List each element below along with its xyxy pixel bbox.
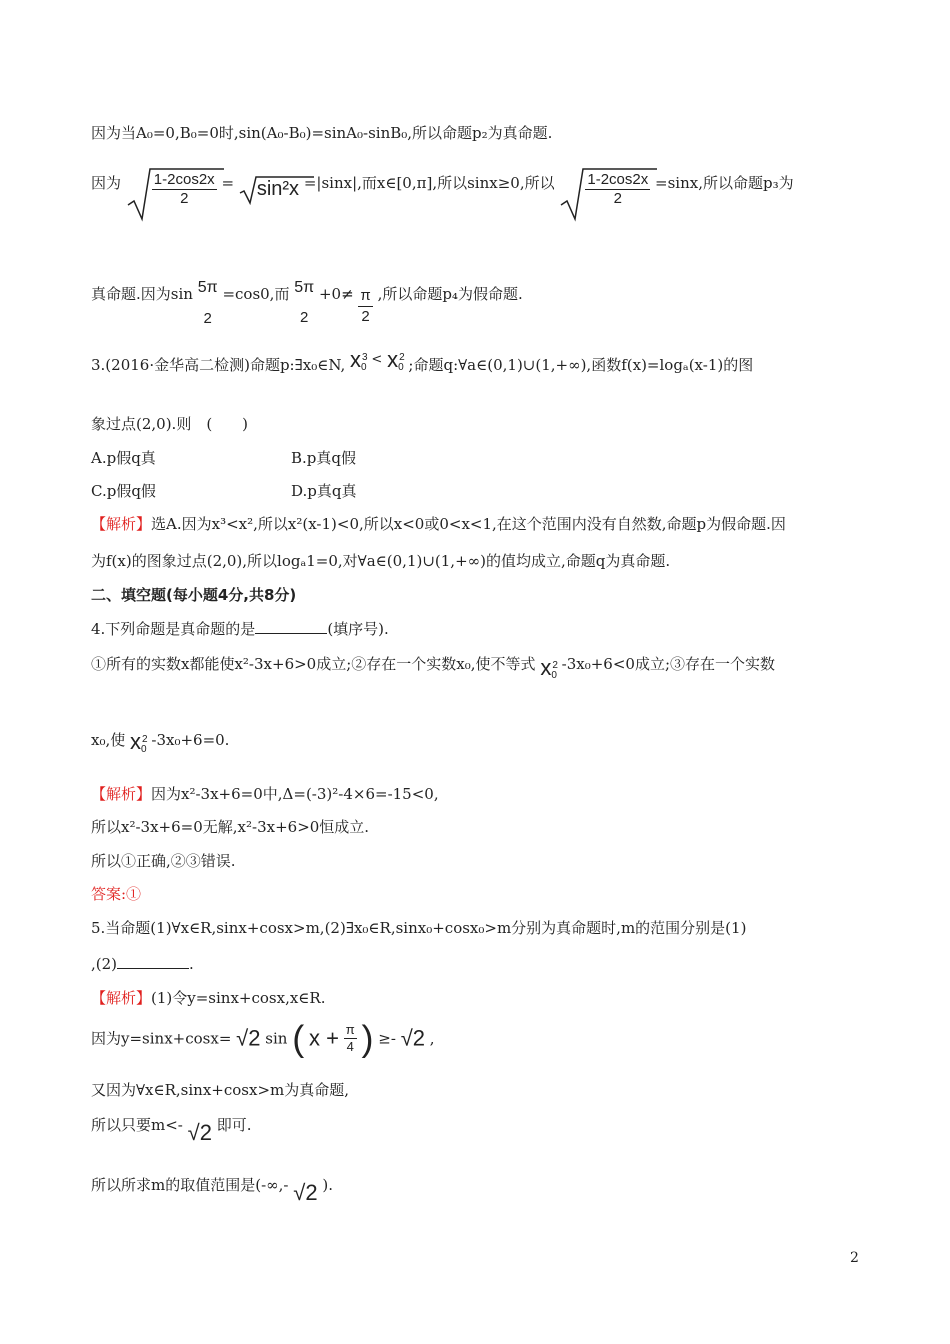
fraction-numerator: 1-2cos2x [587,171,649,188]
text-segment: x₀,使 [91,731,126,749]
superscript: 2 [552,660,558,671]
analysis-4 [91,784,439,804]
analysis-3-cont: 为f(x)的图象过点(2,0),所以logₐ1=0,对∀a∈(0,1)∪(1,+∞)的值均成立,命题q为真命题. [91,552,671,570]
option-a: A.p假q真 [91,449,156,467]
variable: x [130,729,142,754]
text-segment: ①所有的实数x都能使x²-3x+6>0成立;②存在一个实数x₀,使不等式 [91,655,536,673]
subscript: 0 [361,362,367,373]
question-3-cont: 象过点(2,0).则 ( ) [91,415,249,433]
analysis-5-line4 [91,1115,252,1151]
question-5: 5.当命题(1)∀x∈R,sinx+cosx>m,(2)∃x₀∈R,sinx₀+cosx₀>m分别为真命题时,m的范围分别是(1) [91,919,747,937]
analysis-5-line2 [91,1017,435,1068]
variable: x [387,347,399,372]
analysis-4-line2: 所以x²-3x+6=0无解,x²-3x+6>0恒成立. [91,818,370,836]
fraction-numerator: π [358,286,372,307]
superscript: 2 [399,352,405,363]
fraction-denominator: 2 [203,310,212,327]
text-segment: -3x₀+6=0. [151,731,230,749]
fraction-denominator: 4 [346,1039,354,1054]
question-3 [91,347,754,390]
answer-blank [255,619,327,634]
analysis-5-line3: 又因为∀x∈R,sinx+cosx>m为真命题, [91,1081,350,1099]
sqrt2: √2 [236,1025,261,1051]
left-paren: ( [292,1017,305,1059]
fraction-numerator: π [345,1022,355,1037]
text-segment: ≥- [378,1029,396,1048]
superscript: 3 [362,352,368,363]
x0-squared [387,347,405,378]
subscript: 0 [141,744,147,755]
text-segment: +0≠ [318,285,354,303]
radical-sign [126,165,226,223]
fraction-denominator: 2 [180,190,189,207]
text-segment: sin [265,1029,288,1048]
section-heading: 二、填空题(每小题4分,共8分) [91,586,297,604]
fraction-numerator: 5π [294,279,315,296]
line-1: 因为当A₀=0,B₀=0时,sin(A₀-B₀)=sinA₀-sinB₀,所以命题p₂为真命题. [91,124,553,142]
text-segment: (1)令y=sinx+cosx,x∈R. [151,989,326,1007]
text-segment: 真命题.因为sin [91,285,193,303]
question-4 [91,619,389,639]
text-segment: ). [322,1176,333,1194]
text-segment: 因为x²-3x+6=0中,Δ=(-3)²-4×6=-15<0, [151,785,439,803]
question-4-body [91,652,775,692]
fraction-5pi-2 [294,278,314,328]
line-3 [91,278,523,328]
fraction-numerator: 1-2cos2x [153,171,215,188]
radical-frac-1 [126,165,217,208]
x0-cubed [350,347,368,378]
text-segment: . [189,955,194,973]
option-b: B.p真q假 [291,449,356,467]
x-plus: x + [308,1025,339,1051]
text-segment: ,所以命题p₄为假命题. [377,285,523,303]
text-segment: 选A.因为x³<x²,所以x²(x-1)<0,所以x<0或0<x<1,在这个范围内没有自然数,命题p为假命题.因 [151,515,786,533]
option-c: C.p假q假 [91,482,156,500]
fraction-numerator: 5π [197,279,218,296]
text-segment: 所以所求m的取值范围是(-∞,- [91,1176,289,1194]
analysis-label: 【解析】 [91,515,152,533]
page-number: 2 [850,1250,859,1266]
option-d: D.p真q真 [291,482,357,500]
variable: x [540,655,552,680]
text-segment: 因为 [91,174,122,192]
radical-sin2x [239,175,299,200]
text-segment: (填序号). [327,620,389,638]
analysis-5-line5 [91,1175,333,1211]
sqrt2: √2 [400,1025,426,1051]
text-segment: 3.(2016·金华高二检测)命题p:∃x₀∈N, [91,356,346,374]
fraction-denominator: 2 [300,309,309,326]
text-segment: 所以只要m<- [91,1116,183,1134]
text-segment: =sinx,所以命题p₃为 [655,174,794,192]
text-segment: =|sinx|,而x∈[0,π],所以sinx≥0,所以 [303,174,555,192]
fraction-denominator: 2 [613,190,622,207]
text-segment: = [221,174,235,192]
analysis-5 [91,988,325,1008]
analysis-label: 【解析】 [91,989,152,1007]
radical-frac-2 [559,165,650,208]
answer-4: 答案:① [91,885,142,903]
radical-sign [559,165,659,223]
analysis-3 [91,514,786,534]
sin-squared-x: sin²x [256,178,300,200]
text-segment: ;命题q:∀a∈(0,1)∪(1,+∞),函数f(x)=logₐ(x-1)的图 [408,356,754,374]
text-segment: , [429,1029,435,1048]
subscript: 0 [551,670,557,681]
question-5-cont [91,954,194,974]
text-segment: -3x₀+6<0成立;③存在一个实数 [561,655,776,673]
analysis-4-line3: 所以①正确,②③错误. [91,852,236,870]
line-2 [91,165,794,225]
answer-blank [117,954,189,969]
question-4-end [91,728,229,768]
text-segment: ,(2) [91,955,118,973]
text-segment: 因为y=sinx+cosx= [91,1029,232,1048]
less-than: < [371,352,383,367]
fraction-denominator: 2 [361,308,370,325]
text-segment: 即可. [216,1116,252,1134]
x0-squared [130,729,148,760]
sqrt2: √2 [187,1120,212,1145]
sqrt2: √2 [293,1180,318,1205]
variable: x [350,347,362,372]
analysis-label: 【解析】 [91,785,152,803]
text-segment: =cos0,而 [222,285,290,303]
superscript: 2 [142,734,148,745]
fraction-5pi-2 [198,278,218,329]
subscript: 0 [398,362,404,373]
right-paren: ) [361,1017,374,1059]
fraction-pi-2 [358,278,372,327]
text-segment: 4.下列命题是真命题的是 [91,620,256,638]
fraction-pi-4 [344,1022,357,1055]
x0-squared [540,655,558,686]
